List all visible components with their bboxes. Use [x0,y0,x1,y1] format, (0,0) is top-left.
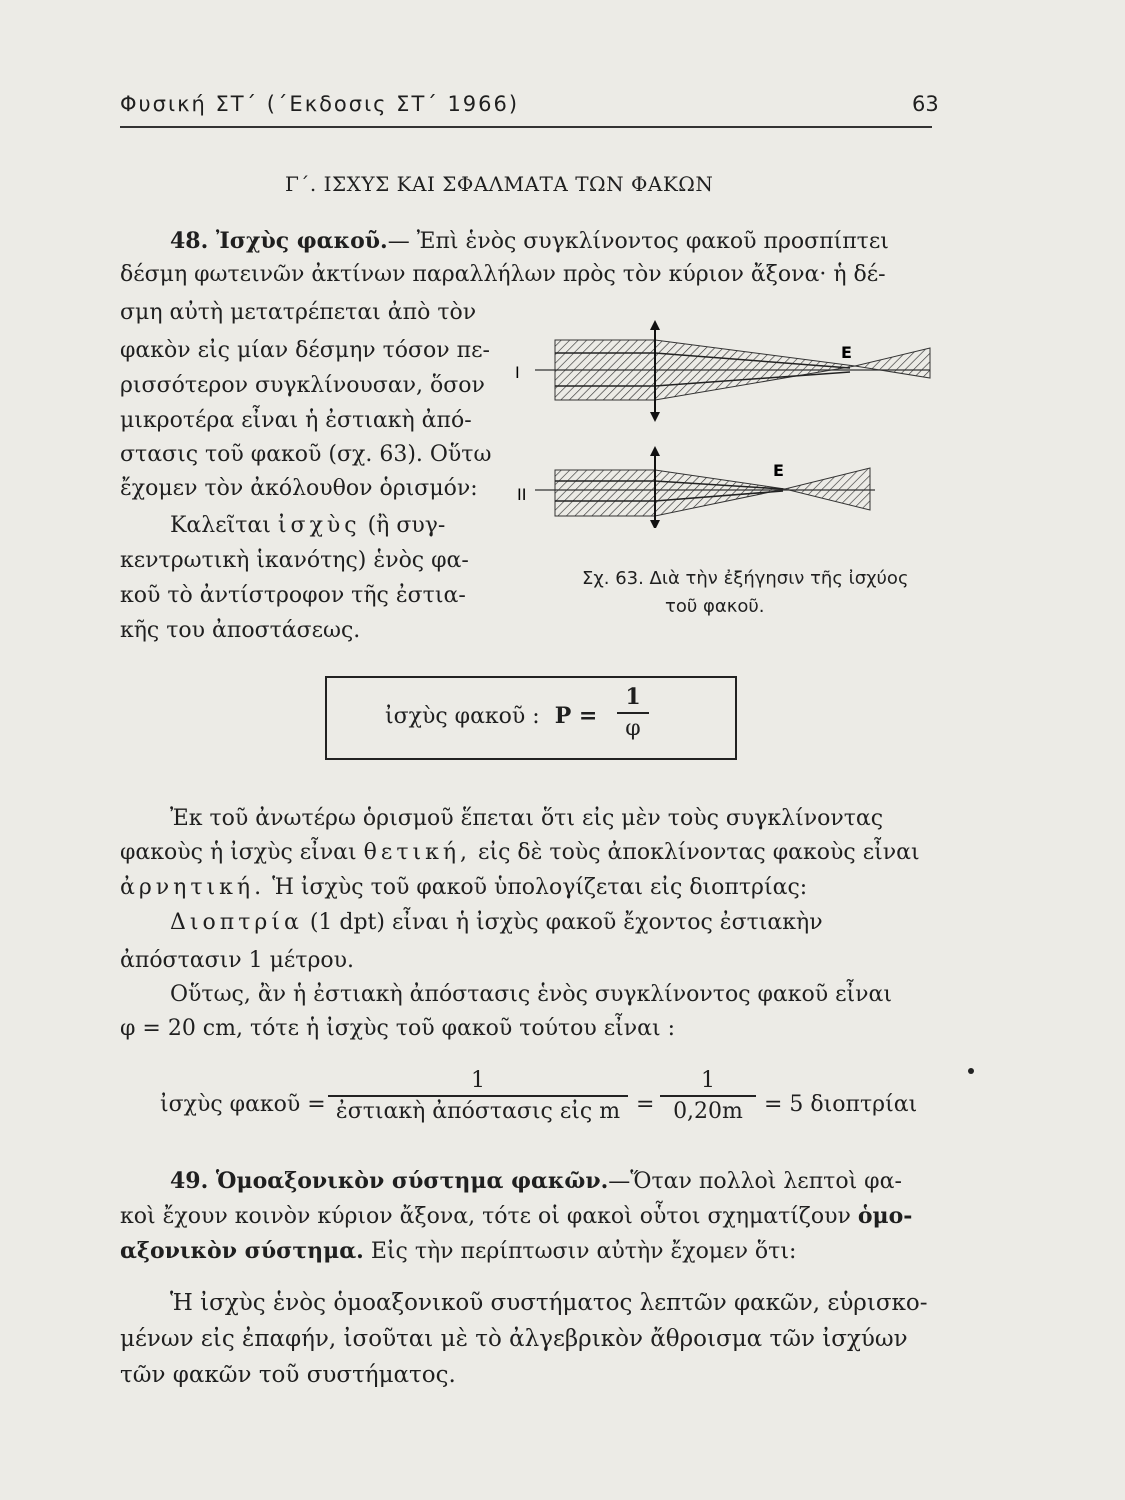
figure-caption-line-1: Σχ. 63. Διὰ τὴν ἐξήγησιν τῆς ἰσχύος [582,568,909,589]
term-negative: ἀρνητική. [120,875,266,900]
s49-line-3: αξονικὸν σύστημα. Εἰς τὴν περίπτωσιν αὐτὴν ἔχομεν ὅτι: [120,1238,797,1264]
term-diopter: Διοπτρία [170,910,303,935]
s48-line-4: φακὸν εἰς μίαν δέσμην τόσον πε- [120,338,490,363]
section-title: Γ΄. ΙΣΧΥΣ ΚΑΙ ΣΦΑΛΜΑΤΑ ΤΩΝ ΦΑΚΩΝ [285,172,714,196]
para2-line-3: ἀρνητική. Ἡ ἰσχὺς τοῦ φακοῦ ὑπολογίζεται εἰς διοπτρίας: [120,875,808,900]
power-formula-box [325,676,737,760]
rule-line-3: τῶν φακῶν τοῦ συστήματος. [120,1362,456,1388]
para2-line-4: Διοπτρία (1 dpt) εἶναι ἡ ἰσχὺς φακοῦ ἔχοντος ἐστιακὴν [170,910,823,935]
s48-line-1: 48. Ἰσχὺς φακοῦ.— Ἐπὶ ἑνὸς συγκλίνοντος φακοῦ προσπίπτει [170,228,889,254]
figure-label-i: I [515,363,520,382]
term-positive: θετική, [363,840,472,865]
definition-line-4: κῆς του ἀποστάσεως. [120,618,361,643]
focus-label-ii: E [773,461,784,480]
coaxial-system-term: αξονικὸν σύστημα. [120,1238,364,1264]
focus-label-i: E [841,343,852,362]
fraction-focal-distance: 1 ἐστιακὴ ἀπόστασις εἰς m [328,1068,628,1124]
formula-label: ἰσχὺς φακοῦ : P = [385,703,598,729]
para2-line-2: φακοὺς ἡ ἰσχὺς εἶναι θετική, εἰς δὲ τοὺς ἀποκλίνοντας φακοὺς εἶναι [120,840,920,865]
definition-term: ἰσχὺς [277,513,361,538]
running-header: Φυσική ΣΤ΄ (΄Εκδοσις ΣΤ΄ 1966) [120,92,520,116]
formula-fraction: 1 φ [617,684,649,741]
s49-heading: 49. Ὁμοαξονικὸν σύστημα φακῶν. [170,1168,609,1194]
s48-line-8: ἔχομεν τὸν ἀκόλουθον ὁρισμόν: [120,476,478,501]
para2-line-1: Ἐκ τοῦ ἀνωτέρω ὁρισμοῦ ἕπεται ὅτι εἰς μὲν τοὺς συγκλίνοντας [170,806,884,831]
page-number: 63 [912,92,939,116]
definition-line-2: κεντρωτικὴ ἱκανότης) ἑνὸς φα- [120,548,469,573]
s48-line-3: σμη αὐτὴ μετατρέπεται ἀπὸ τὸν [120,300,477,325]
figure-caption-line-2: τοῦ φακοῦ. [665,596,765,617]
diagram-ii [517,446,875,528]
para2-line-7: φ = 20 cm, τότε ἡ ἰσχὺς τοῦ φακοῦ τούτου εἶναι : [120,1016,676,1041]
s48-line-6: μικροτέρα εἶναι ἡ ἐστιακὴ ἀπό- [120,408,472,433]
diopter-example-formula: ἰσχὺς φακοῦ = 1 ἐστιακὴ ἀπόστασις εἰς m = 1 0,20m = 5 διοπτρίαι [160,1068,918,1124]
s49-line-2: κοὶ ἔχουν κοινὸν κύριον ἄξονα, τότε οἱ φακοὶ οὗτοι σχηματίζουν ὁμο- [120,1203,913,1229]
s48-line-7: στασις τοῦ φακοῦ (σχ. 63). Οὕτω [120,442,492,467]
rule-line-1: Ἡ ἰσχὺς ἑνὸς ὁμοαξονικοῦ συστήματος λεπτῶν φακῶν, εὑρισκο- [170,1290,928,1316]
rule-line-2: μένων εἰς ἐπαφήν, ἰσοῦται μὲ τὸ ἀλγεβρικὸν ἄθροισμα τῶν ἰσχύων [120,1326,908,1352]
para2-line-6: Οὕτως, ἂν ἡ ἐστιακὴ ἀπόστασις ἑνὸς συγκλίνοντος φακοῦ εἶναι [170,982,893,1007]
fraction-meters: 1 0,20m [660,1068,756,1124]
header-rule [120,126,932,128]
definition-line-1: Καλεῖται ἰσχὺς (ἢ συγ- [170,513,446,538]
lens-diagram [515,318,935,528]
s49-line-1: 49. Ὁμοαξονικὸν σύστημα φακῶν.—Ὅταν πολλοὶ λεπτοὶ φα- [170,1168,902,1194]
diagram-i [515,320,930,422]
margin-mark [968,1068,974,1074]
s48-heading: 48. Ἰσχὺς φακοῦ. [170,228,388,254]
s48-line-5: ρισσότερον συγκλίνουσαν, ὅσον [120,373,485,398]
para2-line-5: ἀπόστασιν 1 μέτρου. [120,948,355,973]
definition-line-3: κοῦ τὸ ἀντίστροφον τῆς ἐστια- [120,583,466,608]
figure-label-ii: II [517,485,527,504]
s48-line-2: δέσμη φωτεινῶν ἀκτίνων παραλλήλων πρὸς τὸν κύριον ἄξονα· ἡ δέ- [120,262,886,287]
